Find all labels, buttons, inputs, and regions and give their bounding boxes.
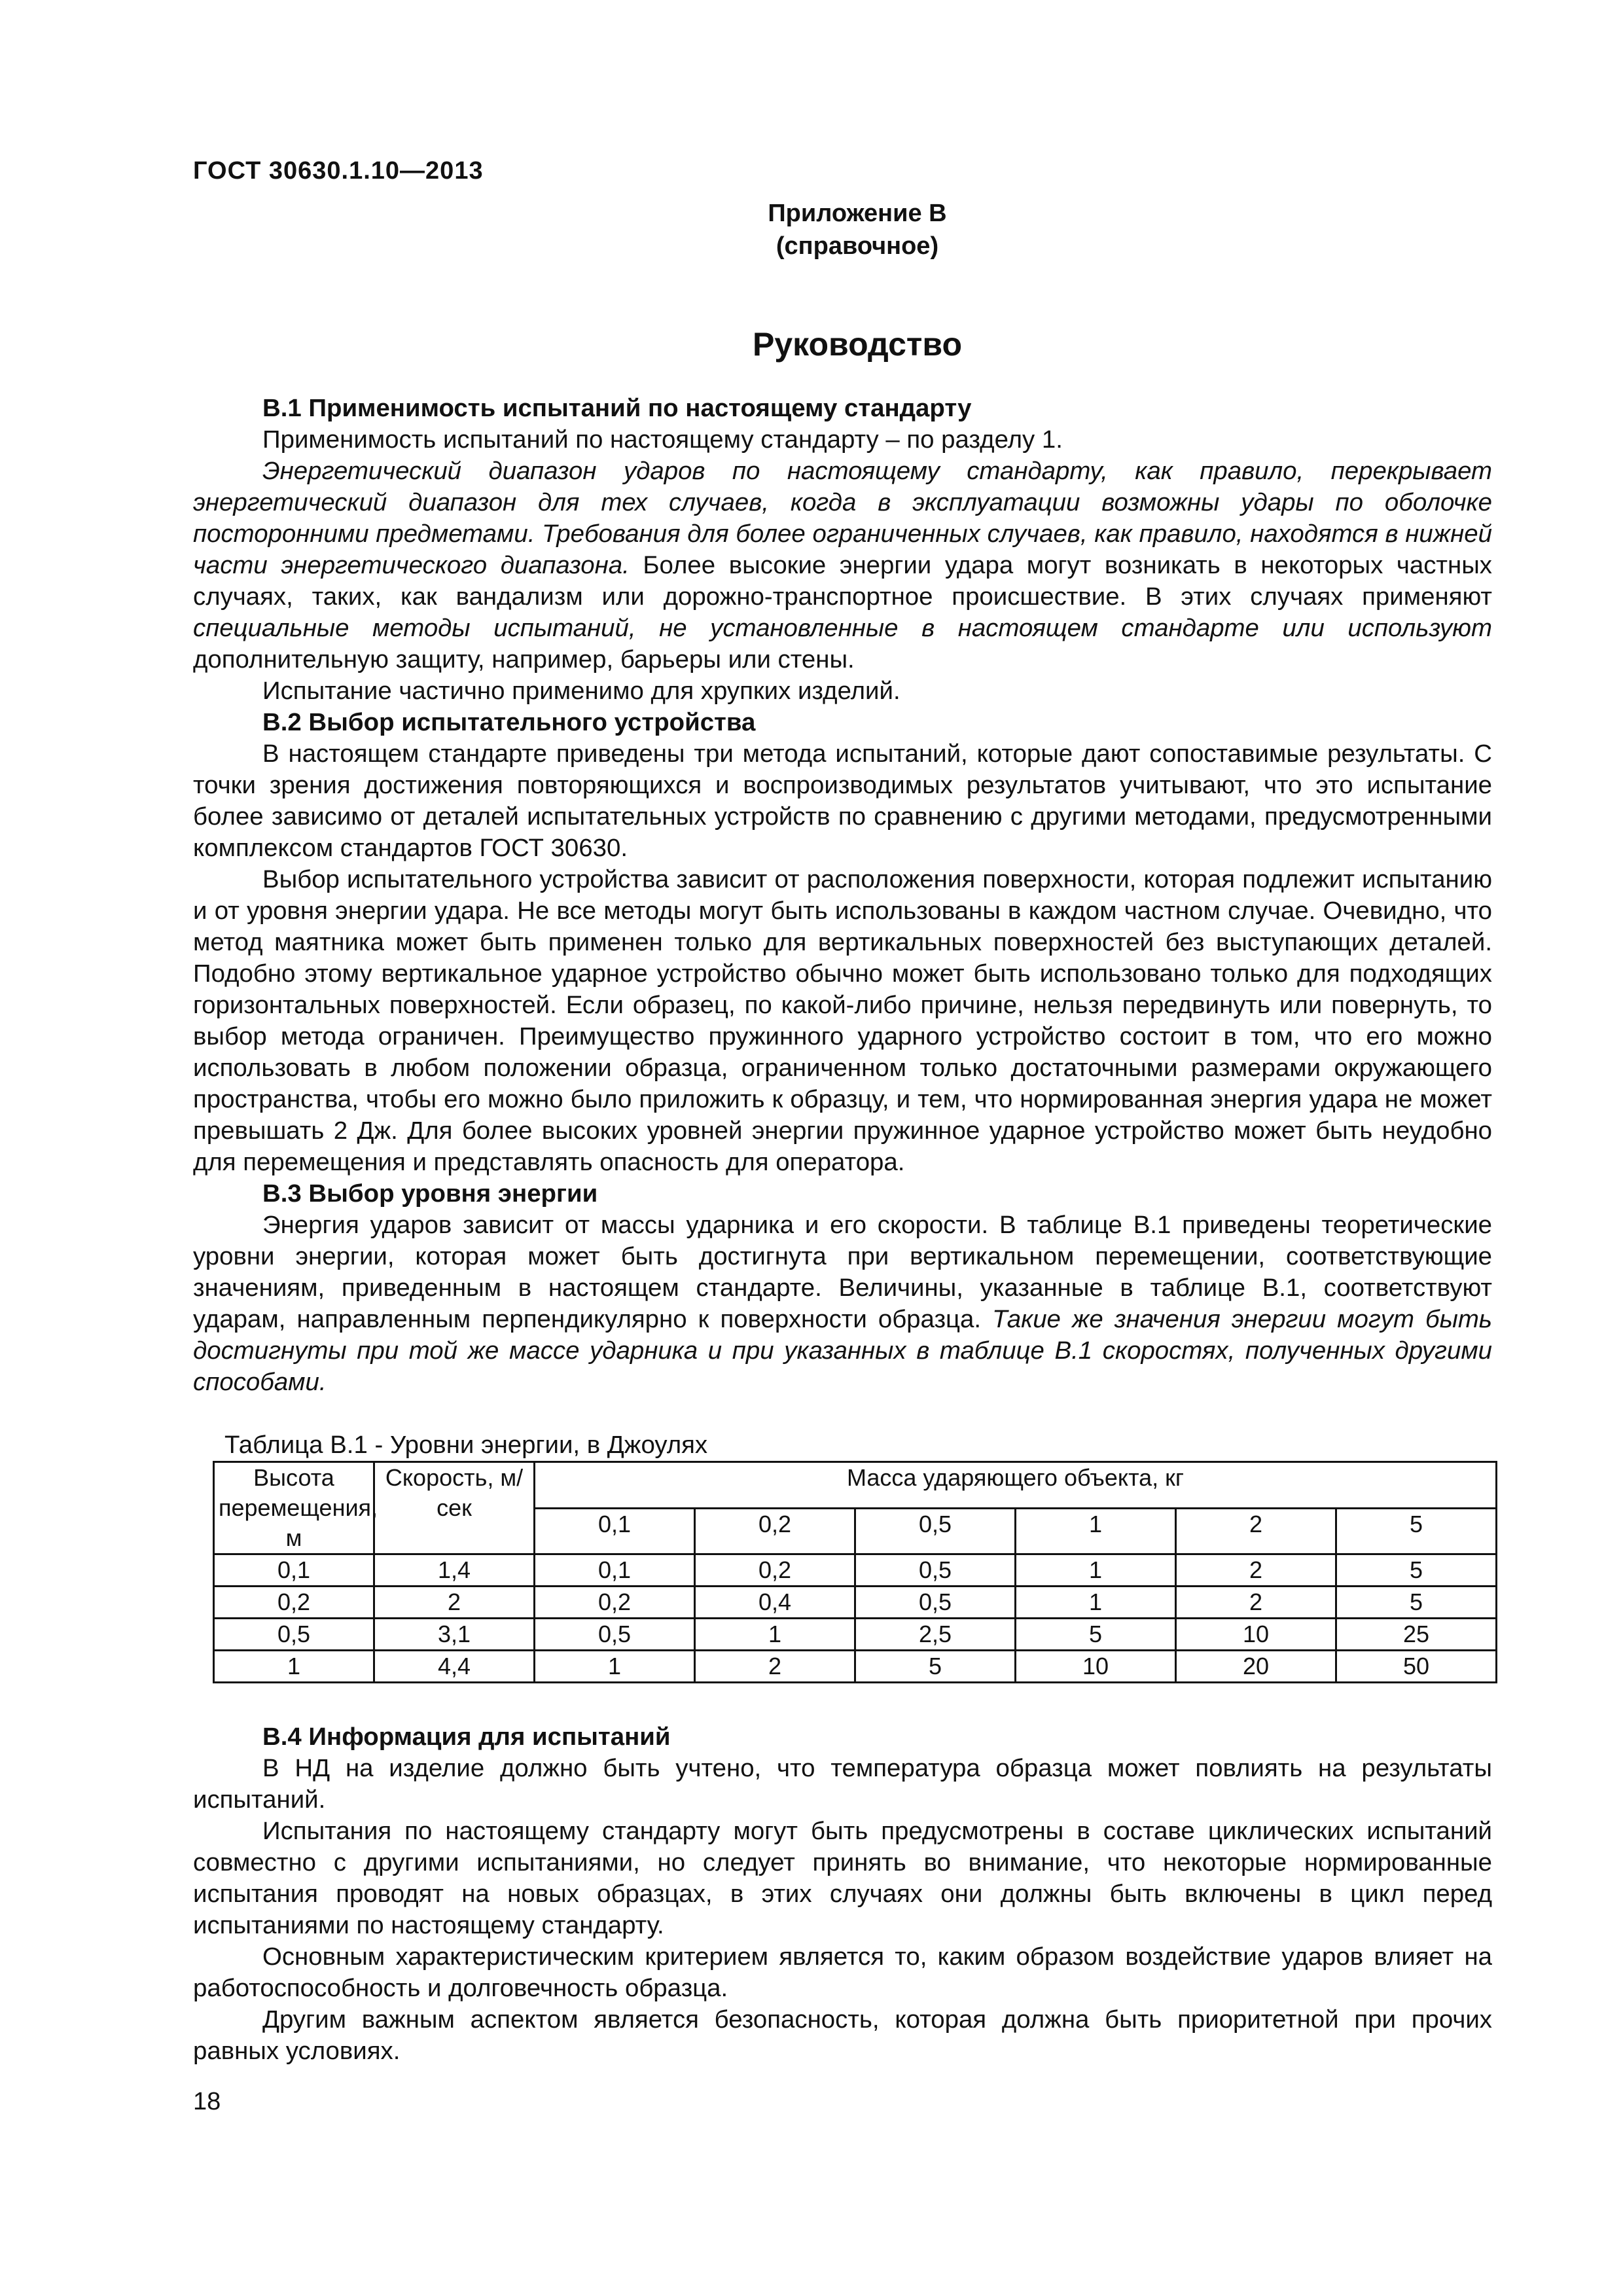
section-b3-paragraph (193, 1210, 1492, 1398)
section-b4-paragraph: Основным характеристическим критерием является то, каким образом воздействие ударов влияет на работоспособность и долговечность образца. (193, 1943, 1492, 2002)
header-speed: Скорость, м/сек (374, 1462, 535, 1554)
table-cell: 0,2 (214, 1587, 374, 1619)
plain-text: Энергия ударов зависит от массы ударника и его скорости. В таблице В.1 приведены теоретические уровни энергии, которая может быть достигнута при вертикальном перемещении, соответствующие значениям, приведенным в настоящем стандарте. Величины, указанные в таблице В.1, соответствуют ударам, направленным перпендикулярно к поверхности образца. (193, 1211, 1492, 1333)
table-cell: 2 (374, 1587, 535, 1619)
table-cell: 0,1 (214, 1554, 374, 1587)
table-cell: 50 (1336, 1651, 1497, 1683)
energy-levels-table (213, 1461, 1497, 1683)
page-title: Руководство (752, 326, 963, 363)
header-height: Высота перемещения, м (214, 1462, 374, 1554)
table-row (214, 1619, 1497, 1651)
table-cell: 5 (1336, 1554, 1497, 1587)
plain-text: Более высокие энергии удара могут возникать в некоторых частных случаях, таких, как вандализм или дорожно-транспортное происшествие. В этих случаях применяют (193, 551, 1492, 611)
appendix-label: Приложение В (768, 200, 947, 227)
table-cell: 0,1 (535, 1554, 695, 1587)
table-cell: 5 (855, 1651, 1016, 1683)
table-cell: 2 (1176, 1554, 1336, 1587)
table-cell: 2 (695, 1651, 855, 1683)
section-b4-paragraph: Другим важным аспектом является безопасность, которая должна быть приоритетной при прочих равных условиях. (193, 2005, 1492, 2065)
table-cell: 0,5 (855, 1587, 1016, 1619)
table-cell: 2 (1176, 1587, 1336, 1619)
header-mass-value: 2 (1176, 1508, 1336, 1554)
table-cell: 0,2 (535, 1587, 695, 1619)
table-cell: 1 (1016, 1554, 1176, 1587)
table-cell: 5 (1016, 1619, 1176, 1651)
section-b2-heading: В.2 Выбор испытательного устройства (262, 708, 756, 736)
table-cell: 1 (1016, 1587, 1176, 1619)
section-b1-paragraph: Применимость испытаний по настоящему стандарту – по разделу 1. (262, 425, 1063, 454)
italic-text: Такие же значения энергии могут быть достигнуты при той же массе ударника и при указанных в таблице В.1 скоростях, полученных другими способами. (193, 1305, 1492, 1396)
table-cell: 1 (535, 1651, 695, 1683)
table-cell: 10 (1016, 1651, 1176, 1683)
section-b1-paragraph (193, 456, 1492, 675)
section-b4-paragraph: В НД на изделие должно быть учтено, что температура образца может повлиять на результаты испытаний. (193, 1754, 1492, 1814)
section-b2-paragraph: В настоящем стандарте приведены три метода испытаний, которые дают сопоставимые результаты. С точки зрения достижения повторяющихся и воспроизводимых результатов учитывают, что это испытание более зависимо от деталей испытательных устройств по сравнению с другими методами, предусмотренными комплексом стандартов ГОСТ 30630. (193, 740, 1492, 862)
table-cell: 0,5 (855, 1554, 1016, 1587)
document-code: ГОСТ 30630.1.10—2013 (193, 157, 484, 185)
table-header-row (214, 1462, 1497, 1509)
table-cell: 4,4 (374, 1651, 535, 1683)
italic-text: Энергетический диапазон ударов по настоящему стандарту, как правило, перекрывает энергетический диапазон для тех случаев, когда в эксплуатации возможны удары по оболочке посторонними предметами. Требования для более ограниченных случаев, как правило, находятся в нижней части энергетического диапазона. (193, 457, 1492, 579)
table-cell: 0,5 (214, 1619, 374, 1651)
header-mass-value: 0,5 (855, 1508, 1016, 1554)
section-b1-heading: В.1 Применимость испытаний по настоящему стандарту (262, 394, 972, 422)
document-body (193, 393, 1492, 2067)
section-b2-paragraph: Выбор испытательного устройства зависит от расположения поверхности, которая подлежит испытанию и от уровня энергии удара. Не все методы могут быть использованы в каждом частном случае. Очевидно, что метод маятника может быть применен только для вертикальных поверхностей без выступающих деталей. Подобно этому вертикальное ударное устройство обычно может быть использовано только для подходящих горизонтальных поверхностей. Если образец, по какой-либо причине, нельзя передвинуть или повернуть, то выбор метода ограничен. Преимущество пружинного ударного устройство состоит в том, что его можно использовать в любом положении образца, ограниченном только достаточными размерами окружающего пространства, чтобы его можно было приложить к образцу, и тем, что нормированная энергия удара не может превышать 2 Дж. Для более высоких уровней энергии пружинное ударное устройство может быть неудобно для перемещения и представлять опасность для оператора. (193, 865, 1492, 1176)
section-b4 (193, 1721, 1492, 2067)
section-b3-heading: В.3 Выбор уровня энергии (262, 1179, 598, 1208)
table-cell: 1 (695, 1619, 855, 1651)
italic-text: специальные методы испытаний, не установленные в настоящем стандарте или используют (193, 614, 1492, 642)
table-row (214, 1554, 1497, 1587)
table-cell: 3,1 (374, 1619, 535, 1651)
table-cell: 0,2 (695, 1554, 855, 1587)
table-cell: 10 (1176, 1619, 1336, 1651)
header-mass-value: 1 (1016, 1508, 1176, 1554)
section-b4-paragraph: Испытания по настоящему стандарту могут быть предусмотрены в составе циклических испытаний совместно с другими испытаниями, но следует принять во внимание, что некоторые нормированные испытания проводят на новых образцах, в этих случаях они должны быть включены в цикл перед испытаниями по настоящему стандарту. (193, 1817, 1492, 1939)
table-cell: 1 (214, 1651, 374, 1683)
page-number: 18 (193, 2088, 221, 2115)
appendix-type: (справочное) (776, 232, 939, 260)
table-cell: 1,4 (374, 1554, 535, 1587)
table-row (214, 1651, 1497, 1683)
table-cell: 20 (1176, 1651, 1336, 1683)
header-mass-value: 0,2 (695, 1508, 855, 1554)
table-cell: 25 (1336, 1619, 1497, 1651)
table-cell: 5 (1336, 1587, 1497, 1619)
header-mass: Масса ударяющего объекта, кг (535, 1462, 1497, 1509)
section-b4-heading: В.4 Информация для испытаний (262, 1723, 671, 1751)
table-cell: 0,4 (695, 1587, 855, 1619)
table-caption: Таблица В.1 - Уровни энергии, в Джоулях (224, 1431, 708, 1459)
header-mass-value: 0,1 (535, 1508, 695, 1554)
table-row (214, 1587, 1497, 1619)
header-mass-value: 5 (1336, 1508, 1497, 1554)
table-cell: 0,5 (535, 1619, 695, 1651)
plain-text: дополнительную защиту, например, барьеры или стены. (193, 645, 855, 673)
table-cell: 2,5 (855, 1619, 1016, 1651)
section-b1-paragraph: Испытание частично применимо для хрупких изделий. (262, 677, 901, 705)
